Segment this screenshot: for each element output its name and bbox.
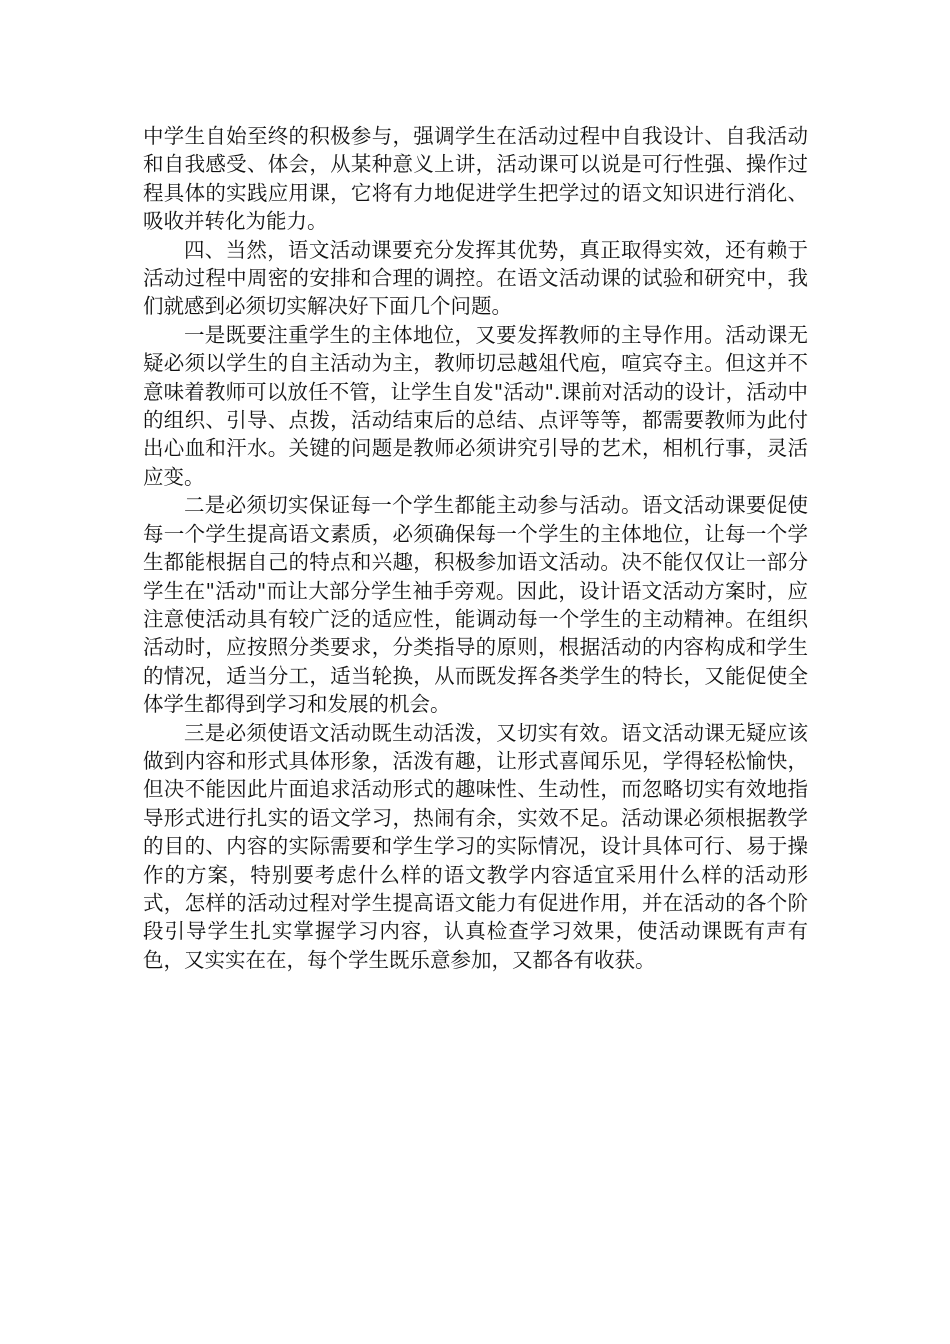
body-text [143, 122, 808, 974]
paragraph-continuation: 中学生自始至终的积极参与，强调学生在活动过程中自我设计、自我活动和自我感受、体会，从某种意义上讲，活动课可以说是可行性强、操作过程具体的实践应用课，它将有力地促进学生把学过的语文知识进行消化、吸收并转化为能力。 [143, 124, 808, 234]
paragraph-point-four: 四、当然，语文活动课要充分发挥其优势，真正取得实效，还有赖于活动过程中周密的安排和合理的调控。在语文活动课的试验和研究中，我们就感到必须切实解决好下面几个问题。 [143, 237, 808, 319]
paragraph-second-issue: 二是必须切实保证每一个学生都能主动参与活动。语文活动课要促使每一个学生提高语文素质，必须确保每一个学生的主体地位，让每一个学生都能根据自己的特点和兴趣，积极参加语文活动。决不能仅仅让一部分学生在"活动"而让大部分学生袖手旁观。因此，设计语文活动方案时，应注意使活动具有较广泛的适应性，能调动每一个学生的主动精神。在组织活动时，应按照分类要求，分类指导的原则，根据活动的内容构成和学生的情况，适当分工，适当轮换，从而既发挥各类学生的特长，又能促使全体学生都得到学习和发展的机会。 [143, 493, 808, 717]
paragraph-third-issue: 三是必须使语文活动既生动活泼，又切实有效。语文活动课无疑应该做到内容和形式具体形象，活泼有趣，让形式喜闻乐见，学得轻松愉快，但决不能因此片面追求活动形式的趣味性、生动性，而忽略切实有效地指导形式进行扎实的语文学习，热闹有余，实效不足。活动课必须根据教学的目的、内容的实际需要和学生学习的实际情况，设计具体可行、易于操作的方案，特别要考虑什么样的语文教学内容适宜采用什么样的活动形式，怎样的活动过程对学生提高语文能力有促进作用，并在活动的各个阶段引导学生扎实掌握学习内容，认真检查学习效果，使活动课既有声有色，又实实在在，每个学生既乐意参加，又都各有收获。 [143, 720, 808, 972]
paragraph-first-issue: 一是既要注重学生的主体地位，又要发挥教师的主导作用。活动课无疑必须以学生的自主活动为主，教师切忌越俎代庖，喧宾夺主。但这并不意味着教师可以放任不管，让学生自发"活动".课前对活动的设计，活动中的组织、引导、点拨，活动结束后的总结、点评等等，都需要教师为此付出心血和汗水。关键的问题是教师必须讲究引导的艺术，相机行事，灵活应变。 [143, 322, 808, 489]
